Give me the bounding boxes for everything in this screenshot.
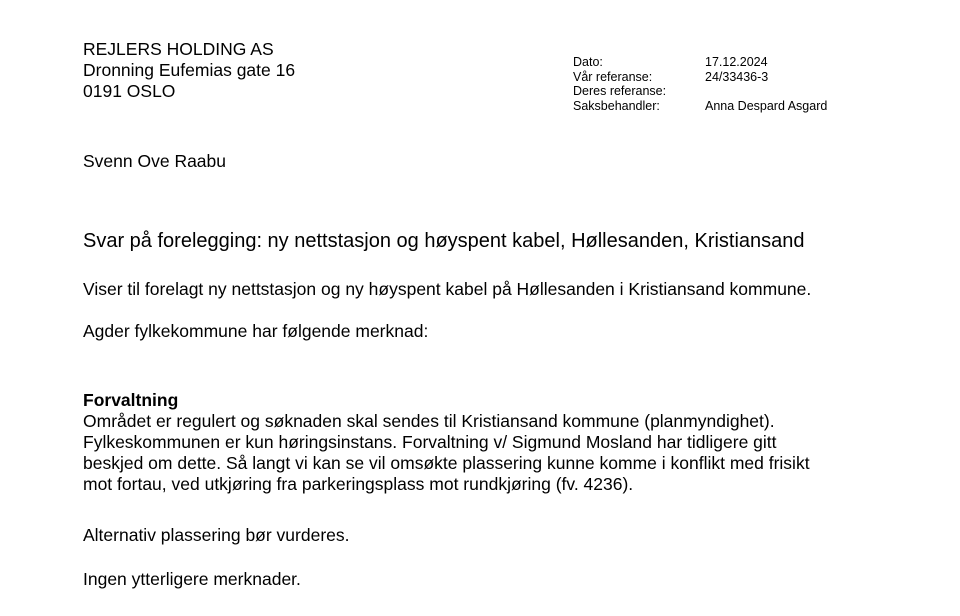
meta-value: Anna Despard Asgard xyxy=(705,98,828,113)
sender-name: REJLERS HOLDING AS xyxy=(83,39,274,59)
alternative-paragraph: Alternativ plassering bør vurderes. xyxy=(83,525,350,545)
recipient-name: Svenn Ove Raabu xyxy=(83,151,227,171)
meta-label: Deres referanse: xyxy=(573,84,667,98)
reference-block xyxy=(573,55,827,113)
section-heading: Forvaltning xyxy=(83,390,179,410)
closing-paragraph: Ingen ytterligere merknader. xyxy=(83,569,301,589)
section-line: Fylkeskommunen er kun høringsinstans. Forvaltning v/ Sigmund Mosland har tidligere gitt xyxy=(83,432,777,452)
remark-lead-paragraph: Agder fylkekommune har følgende merknad: xyxy=(83,321,429,341)
forvaltning-section xyxy=(83,390,810,495)
section-line: Området er regulert og søknaden skal sendes til Kristiansand kommune (planmyndighet). xyxy=(83,411,775,431)
meta-row-case-officer xyxy=(573,99,827,114)
meta-label: Saksbehandler: xyxy=(573,98,660,113)
section-line: mot fortau, ved utkjøring fra parkeringsplass mot rundkjøring (fv. 4236). xyxy=(83,474,634,494)
sender-postal: 0191 OSLO xyxy=(83,81,176,101)
meta-row-our-ref xyxy=(573,70,827,85)
letter-subject: Svar på forelegging: ny nettstasjon og høyspent kabel, Høllesanden, Kristiansand xyxy=(83,230,805,252)
meta-label: Vår referanse: xyxy=(573,69,653,84)
intro-paragraph: Viser til forelagt ny nettstasjon og ny høyspent kabel på Høllesanden i Kristiansand kommune. xyxy=(83,279,812,299)
sender-street: Dronning Eufemias gate 16 xyxy=(83,60,296,80)
meta-value: 17.12.2024 xyxy=(705,55,768,69)
sender-address xyxy=(83,39,295,102)
section-line: beskjed om dette. Så langt vi kan se vil omsøkte plassering kunne komme i konflikt med frisikt xyxy=(83,453,810,473)
meta-value: 24/33436-3 xyxy=(705,69,769,84)
meta-label: Dato: xyxy=(573,55,603,69)
meta-row-date xyxy=(573,55,827,70)
meta-row-your-ref xyxy=(573,84,827,99)
